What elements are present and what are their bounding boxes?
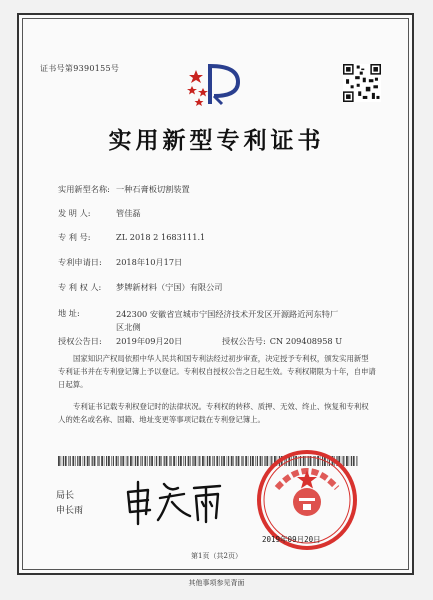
barcode-bar — [75, 456, 76, 466]
barcode-bar — [202, 456, 204, 466]
barcode-bar — [192, 456, 193, 466]
seal-date: 2019年09月20日 — [262, 535, 321, 544]
field-label: 授权公告日: — [58, 336, 102, 346]
barcode-bar — [144, 456, 146, 466]
barcode-bar — [63, 456, 64, 466]
barcode-bar — [155, 456, 156, 466]
barcode-bar — [228, 456, 229, 466]
barcode-bar — [170, 456, 171, 466]
barcode-bar — [156, 456, 157, 466]
barcode-bar — [94, 456, 96, 466]
barcode-bar — [194, 456, 196, 466]
barcode-bar — [185, 456, 186, 466]
barcode-bar — [178, 456, 179, 466]
barcode-bar — [198, 456, 199, 466]
barcode-bar — [231, 456, 233, 466]
barcode-bar — [137, 456, 139, 466]
barcode-bar — [180, 456, 182, 466]
field-address-label — [58, 308, 116, 319]
barcode-bar — [233, 456, 234, 466]
patent-office-logo-icon — [184, 60, 248, 108]
certificate-number: 证书号第9390155号 — [40, 64, 120, 73]
barcode-bar — [108, 456, 110, 466]
barcode-bar — [140, 456, 141, 466]
barcode-bar — [188, 456, 190, 466]
barcode-bar — [79, 456, 81, 466]
barcode-bar — [130, 456, 132, 466]
field-label: 授权公告号: — [222, 336, 266, 346]
barcode-bar — [87, 456, 89, 466]
barcode-bar — [209, 456, 211, 466]
barcode-bar — [127, 456, 128, 466]
barcode-bar — [169, 456, 170, 466]
barcode-bar — [238, 456, 240, 466]
barcode-bar — [166, 456, 168, 466]
barcode-bar — [161, 456, 162, 466]
barcode-bar — [120, 456, 121, 466]
field-label: 发 明 人: — [58, 208, 91, 218]
barcode-bar — [113, 456, 114, 466]
field-patent-number — [58, 232, 205, 243]
barcode-bar — [241, 456, 242, 466]
barcode-bar — [92, 456, 93, 466]
barcode-bar — [164, 456, 165, 466]
barcode-bar — [250, 456, 251, 466]
barcode-bar — [252, 456, 254, 466]
field-inventor — [58, 208, 141, 219]
page-number: 第1页（共2页） — [191, 552, 242, 560]
barcode-bar — [221, 456, 222, 466]
barcode-bar — [83, 456, 84, 466]
barcode-bar — [97, 456, 98, 466]
field-address-value: 242300 安徽省宣城市宁国经济技术开发区开源路近河东特厂区北侧 — [116, 309, 339, 332]
barcode-bar — [190, 456, 191, 466]
barcode-bar — [61, 456, 62, 466]
barcode-bar — [101, 456, 103, 466]
barcode-bar — [212, 456, 213, 466]
handwritten-signature — [120, 478, 225, 528]
barcode-bar — [242, 456, 243, 466]
barcode-bar — [214, 456, 215, 466]
barcode-bar — [207, 456, 208, 466]
paragraph-grant: 国家知识产权局依照中华人民共和国专利法经过初步审查，决定授予专利权，颁发实用新型专利证书并在专利登记簿上予以登记。专利权自授权公告之日起生效。专利权期限为十年，自申请日起算。 — [58, 354, 376, 389]
footer-note: 其他事项参见背面 — [188, 579, 245, 587]
director-title: 局长 — [56, 491, 75, 501]
field-announcement — [58, 336, 342, 347]
barcode-bar — [183, 456, 184, 466]
barcode-bar — [245, 456, 247, 466]
barcode-bar — [227, 456, 228, 466]
barcode-bar — [116, 456, 118, 466]
barcode-bar — [118, 456, 119, 466]
barcode-bar — [106, 456, 107, 466]
director-name: 申长雨 — [56, 506, 84, 516]
field-patentee — [58, 282, 222, 293]
barcode-bar — [135, 456, 136, 466]
field-value: CN 209408958 U — [269, 336, 343, 346]
barcode-bar — [173, 456, 175, 466]
field-label: 专 利 号: — [58, 232, 91, 242]
barcode-bar — [147, 456, 148, 466]
barcode-bar — [122, 456, 124, 466]
certificate-title: 实用新型专利证书 — [108, 127, 325, 154]
barcode-bar — [77, 456, 78, 466]
field-label: 专利申请日: — [58, 257, 102, 267]
field-value: ZL 2018 2 1683111.1 — [116, 232, 206, 242]
barcode-bar — [199, 456, 200, 466]
barcode-bar — [98, 456, 99, 466]
barcode-bar — [176, 456, 177, 466]
field-label: 地 址: — [58, 308, 80, 318]
barcode-bar — [151, 456, 153, 466]
barcode-bar — [133, 456, 134, 466]
field-application-date — [58, 257, 182, 268]
barcode-bar — [104, 456, 105, 466]
barcode-bar — [70, 456, 71, 466]
barcode-bar — [111, 456, 112, 466]
field-label: 实用新型名称: — [58, 184, 110, 194]
qr-code — [343, 64, 381, 102]
field-label: 专 利 权 人: — [58, 282, 102, 292]
barcode-bar — [216, 456, 218, 466]
barcode-bar — [68, 456, 69, 466]
barcode-bar — [89, 456, 90, 466]
barcode-bar — [84, 456, 85, 466]
field-utility-model-name — [58, 184, 190, 195]
barcode-bar — [205, 456, 206, 466]
paragraph-legal-status: 专利证书记载专利权登记时的法律状况。专利权的转移、质押、无效、终止、恢复和专利权人的姓名或名称、国籍、地址变更等事项记载在专利登记簿上。 — [58, 402, 369, 424]
barcode-bar — [126, 456, 127, 466]
barcode-bar — [65, 456, 67, 466]
barcode-bar — [149, 456, 150, 466]
barcode-bar — [159, 456, 161, 466]
barcode-bar — [142, 456, 143, 466]
field-value: 梦牌新材料（宁国）有限公司 — [116, 282, 223, 292]
barcode-bar — [72, 456, 74, 466]
field-value: 一种石膏板切割装置 — [116, 184, 190, 194]
barcode-bar — [223, 456, 225, 466]
field-value: 2018年10月17日 — [116, 257, 183, 267]
barcode-bar — [236, 456, 237, 466]
field-value: 管佳磊 — [116, 208, 141, 218]
barcode-bar — [58, 456, 60, 466]
barcode-bar — [248, 456, 249, 466]
barcode-bar — [219, 456, 220, 466]
field-value: 2019年09月20日 — [116, 336, 183, 346]
